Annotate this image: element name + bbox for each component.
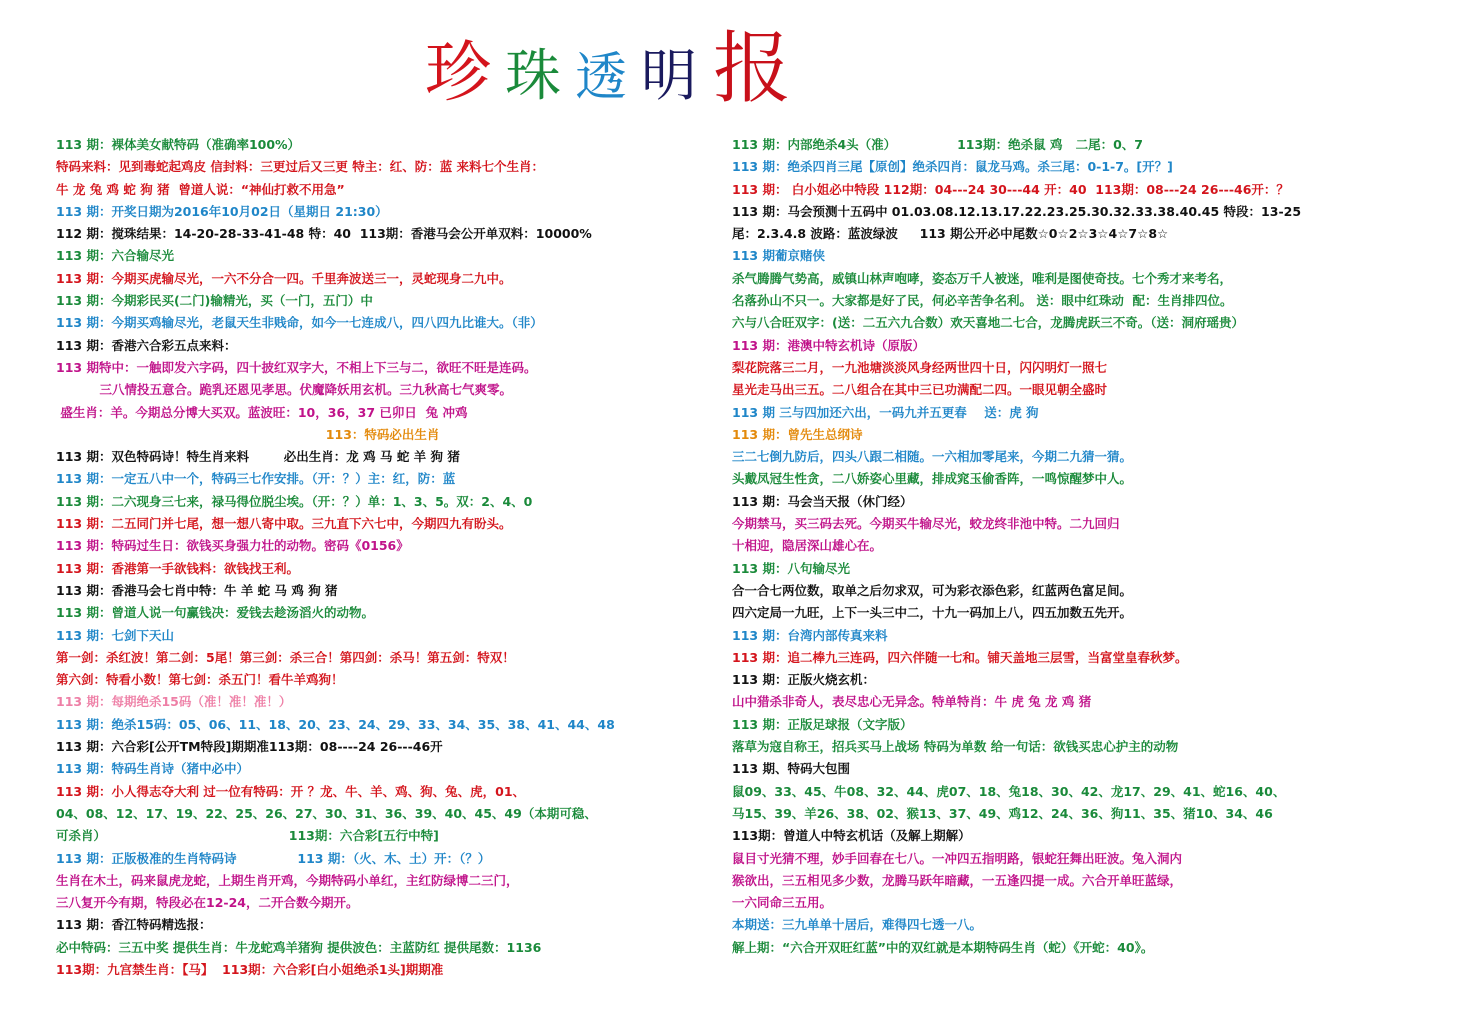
text-line: 113 期：追二棒九三连码，四六伴随一七和。铺天盖地三层雪，当富堂皇春秋梦。 [732, 649, 1188, 665]
title-char: 珍 [425, 34, 491, 111]
text-line: 113 期：裸体美女献特码（准确率100%） [56, 137, 301, 152]
text-line: 113 期葡京赌侠 [732, 248, 825, 264]
text-line: 猴欲出，三五相见多少数，龙腾马跃年暗藏，一五逢四提一成。六合开单旺蓝绿， [732, 872, 1183, 888]
text-line: 113 期：特码过生日：欲钱买身强力壮的动物。密码《0156》 [56, 538, 409, 554]
text-line: 113期：曾道人中特玄机话（及解上期解） [732, 828, 971, 844]
text-line: 合一合七两位数，取单之后勿求双，可为彩衣添色彩，红蓝两色富足间。 [732, 582, 1133, 598]
text-line: 113 期：双色特码诗！特生肖来料 必出生肖：龙 鸡 马 蛇 羊 狗 猪 [56, 449, 460, 465]
title-char: 珠 [505, 44, 561, 109]
text-line: 山中猎杀非奇人，表尽忠心无异念。特单特肖：牛 虎 兔 龙 鸡 猪 [732, 694, 1092, 710]
text-line: 马15、39、羊26、38、02、猴13、37、49、鸡12、24、36、狗11、35、猪10、34、46 [732, 805, 1273, 821]
left-column [56, 134, 696, 981]
text-line: 113 期：小人得志夺大利 过一位有特码：开 ？龙、牛、羊、鸡、狗、兔、虎，01、 [56, 783, 526, 799]
text-line: 第一剑：杀红波！第二剑：5尾！第三剑：杀三合！第四剑：杀马！第五剑：特双！ [56, 649, 515, 665]
text-line: 113 期特中：一触即发六字码，四十披红双字大，不相上下三与二，欲旺不旺是连码。 [56, 359, 537, 375]
text-line: 113 期：绝杀15码：05、06、11、18、20、23、24、29、33、34、35、38、41、44、48 [56, 716, 615, 732]
text-line: 113 期：曾先生总纲诗 [732, 426, 863, 442]
text-line: 名落孙山不只一。大家都是好了民，何必辛苦争名利。 送：眼中红珠动 配：生肖排四位。 [732, 293, 1233, 309]
text-line: 盛生肖：羊。今期总分博大买双。蓝波旺：10，36，37 已卯日 兔 冲鸡 [56, 404, 468, 420]
text-line: 杀气腾腾气势高，威镇山林声咆哮，姿态万千人被迷，唯利是图使奇技。七个秀才来考名， [732, 270, 1233, 286]
text-line: 鼠目寸光猜不理，妙手回春在七八。一冲四五指明路，银蛇狂舞出旺波。兔入洞内 [732, 850, 1183, 866]
right-column [732, 134, 1432, 959]
text-line: 落草为寇自称王，招兵买马上战场 特码为单数 给一句话：欲钱买忠心护主的动物 [732, 739, 1179, 755]
text-line: 113 期 三与四加还六出，一码九并五更春 送：虎 狗 [732, 404, 1039, 420]
title-char: 透 [575, 48, 628, 108]
text-line: 第六剑：特看小数！第七剑：杀五门！看牛羊鸡狗！ [56, 672, 344, 688]
text-line: 113 期：曾道人说一句赢钱决：爱钱去趁汤滔火的动物。 [56, 605, 374, 621]
text-line: 尾：2.3.4.8 波路：蓝波绿波 113 期公开必中尾数☆0☆2☆3☆4☆7☆8☆ [732, 226, 1169, 242]
title-char: 明 [641, 44, 698, 109]
text-line: 113 期：今期彩民买(二门)输精光，买（一门，五门）中 [56, 293, 373, 309]
text-line: 头戴凤冠生性贪，二八娇姿心里藏，排成窕玉偷香阵，一鸣惊醒梦中人。 [732, 471, 1133, 487]
text-line: 梨花院落三二月，一九池塘淡淡风身经两世四十日，闪闪明灯一照七 [732, 359, 1108, 375]
text-line: 113 期：今期买虎输尽光，一六不分合一四。千里奔波送三一，灵蛇现身二九中。 [56, 270, 512, 286]
text-line: 解上期：“六合开双旺红蓝”中的双红就是本期特码生肖（蛇）《开蛇：40》。 [732, 939, 1154, 955]
text-line: 113 期：二六现身三七来，禄马得位脱尘埃。（开：？）单：1、3、5。双：2、4、0 [56, 493, 533, 509]
text-line: 113 期：正版火烧玄机： [732, 672, 875, 688]
text-line: 鼠09、33、45、牛08、32、44、虎07、18、兔18、30、42、龙17、29、41、蛇16、40、 [732, 783, 1286, 799]
text-line: 本期送：三九单单十居后，难得四七透一八。 [732, 917, 983, 933]
text-line: 113 期：香港六合彩五点来料： [56, 337, 237, 353]
text-line: 三八情投五意合。跪乳还恩见孝思。伏魔降妖用玄机。三九秋高七气爽零。 [56, 382, 513, 398]
text-line: 113 期：香港马会七肖中特：牛 羊 蛇 马 鸡 狗 猪 [56, 582, 338, 598]
text-line: 113 期：马会当天报（休门经） [732, 493, 913, 509]
text-line: 113 期：正版足球报（文字版） [732, 716, 913, 732]
text-line: 四六定局一九旺，上下一头三中二，十九一码加上八，四五加数五先开。 [732, 605, 1133, 621]
text-line: 生肖在木土，码来鼠虎龙蛇，上期生肖开鸡，今期特码小单红，主红防绿博二三门， [56, 872, 519, 888]
text-line: 113 期：马会预测十五码中 01.03.08.12.13.17.22.23.25.30.32.33.38.40.45 特段：13-25 [732, 203, 1302, 219]
text-line: 113 期：台湾内部传真来料 [732, 627, 888, 643]
text-line: 113 期：正版极准的生肖特码诗 113 期：（火、木、土）开：（？） [56, 850, 491, 866]
text-line: 必中特码：三五中奖 提供生肖：牛龙蛇鸡羊猪狗 提供波色：主蓝防红 提供尾数：1136 [56, 939, 542, 955]
text-line: 牛 龙 兔 鸡 蛇 狗 猪 曾道人说：“神仙打救不用急” [56, 181, 345, 197]
text-line: 113 期：八句输尽光 [732, 560, 850, 576]
text-line: 113 期：二五同门并七尾，想一想八寄中取。三九直下六七中，今期四九有盼头。 [56, 516, 512, 532]
text-line: 三八复开今有期，特段必在12-24，二开合数今期开。 [56, 895, 359, 911]
text-line: 113 期、特码大包围 [732, 761, 850, 777]
text-line: 特码来料：见到毒蛇起鸡皮 信封料：三更过后又三更 特主：红、防：蓝 来料七个生肖： [56, 159, 545, 175]
text-line: 113：特码必出生肖 [56, 426, 440, 442]
text-line: 今期禁马，买三码去死。今期买牛输尽光，蛟龙终非池中特。二九回归 [732, 516, 1120, 532]
text-line: 星光走马出三五。二八组合在其中三已功满配二四。一眼见朝全盛时 [732, 382, 1108, 398]
title-char: 报 [713, 24, 792, 114]
text-line: 113 期：七剑下天山 [56, 627, 174, 643]
text-line: 113 期：今期买鸡输尽光，老鼠天生非贱命，如今一七连成八，四八四九比谁大。（非） [56, 315, 543, 331]
text-line: 一六同命三五用。 [732, 895, 833, 911]
text-line: 113 期：内部绝杀4头（准） 113期：绝杀鼠 鸡 二尾：0、7 [732, 137, 1143, 152]
text-line: 113 期：港澳中特玄机诗（原版） [732, 337, 925, 353]
text-line: 三二七倒九防后，四头八跟二相随。一六相加零尾来，今期二九猜一猜。 [732, 449, 1133, 465]
text-line: 113期：九宫禁生肖：【马】 113期：六合彩[白小姐绝杀1头]期期准 [56, 961, 444, 977]
text-line: 113 期：特码生肖诗（猪中必中） [56, 761, 249, 777]
text-line: 113 期：绝杀四肖三尾【原创】绝杀四肖：鼠龙马鸡。杀三尾：0-1-7。[开？] [732, 159, 1173, 175]
text-line: 十相迎，隐居深山雄心在。 [732, 538, 883, 554]
text-line: 113 期：香港第一手欲钱料：欲钱找王利。 [56, 560, 299, 576]
page-title [425, 24, 792, 114]
text-line: 113 期：六合输尽光 [56, 248, 174, 264]
text-line: 113 期：每期绝杀15码（准！准！准！） [56, 694, 292, 710]
text-line: 113 期：开奖日期为2016年10月02日（星期日 21:30） [56, 203, 388, 219]
text-line: 113 期：一定五八中一个，特码三七作安排。（开：？）主：红，防：蓝 [56, 471, 456, 487]
text-line: 112 期：搅珠结果：14-20-28-33-41-48 特：40 113期：香港马会公开单双料：10000% [56, 226, 592, 242]
text-line: 113 期：香江特码精选报： [56, 917, 212, 933]
text-line: 可杀肖） 113期：六合彩[五行中特] [56, 828, 439, 844]
text-line: 113 期： 白小姐必中特段 112期：04---24 30---44 开：40 113期：08---24 26---46开：？ [732, 181, 1289, 197]
text-line: 113 期：六合彩[公开TM特段]期期准113期：08----24 26---46开 [56, 739, 443, 755]
text-line: 04、08、12、17、19、22、25、26、27、30、31、36、39、40、45、49（本期可稳、 [56, 805, 597, 821]
text-line: 六与八合旺双字：(送：二五六九合数）欢天喜地二七合，龙腾虎跃三不奇。（送：洞府瑶贵） [732, 315, 1244, 331]
